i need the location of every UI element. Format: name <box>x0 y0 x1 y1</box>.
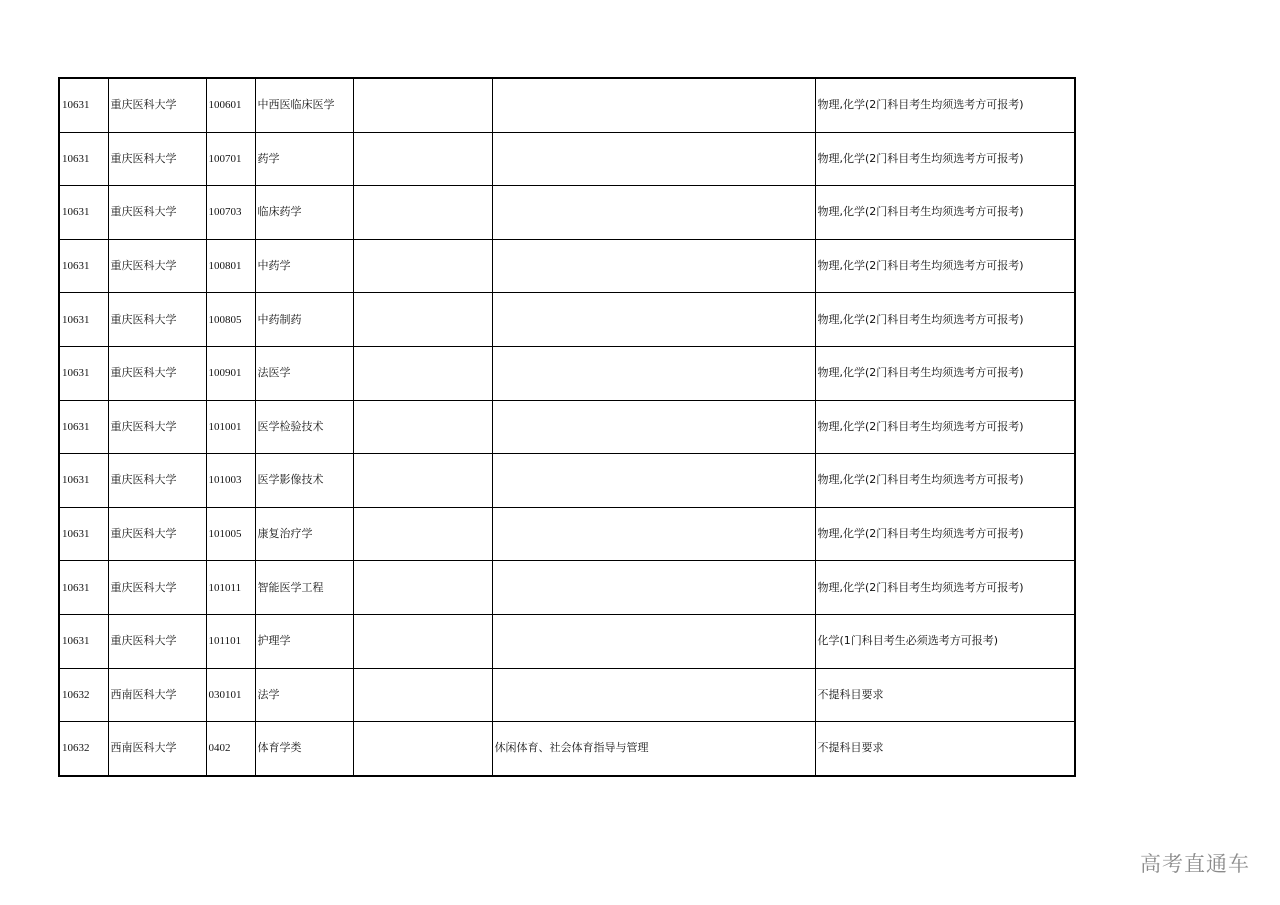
subject-requirement-cell: 不提科目要求 <box>815 722 1075 776</box>
table-row <box>59 346 1075 400</box>
blank-cell <box>353 293 492 347</box>
school-name-cell: 重庆医科大学 <box>108 561 206 615</box>
table-row <box>59 561 1075 615</box>
major-code-cell: 101101 <box>206 614 255 668</box>
major-code-cell: 100901 <box>206 346 255 400</box>
blank-cell <box>353 346 492 400</box>
school-name-cell: 重庆医科大学 <box>108 239 206 293</box>
school-name-cell: 重庆医科大学 <box>108 346 206 400</box>
school-name-cell: 重庆医科大学 <box>108 293 206 347</box>
school-code-cell: 10631 <box>59 614 108 668</box>
major-code-cell: 100801 <box>206 239 255 293</box>
blank-cell <box>353 722 492 776</box>
school-code-cell: 10631 <box>59 346 108 400</box>
direction-cell <box>492 186 815 240</box>
school-name-cell: 重庆医科大学 <box>108 400 206 454</box>
school-code-cell: 10631 <box>59 239 108 293</box>
major-name-cell: 药学 <box>255 132 353 186</box>
direction-cell <box>492 293 815 347</box>
major-name-cell: 康复治疗学 <box>255 507 353 561</box>
direction-cell <box>492 400 815 454</box>
blank-cell <box>353 614 492 668</box>
school-code-cell: 10631 <box>59 78 108 132</box>
major-code-cell: 101011 <box>206 561 255 615</box>
watermark: 高考直通车 <box>1140 852 1250 876</box>
blank-cell <box>353 132 492 186</box>
school-name-cell: 西南医科大学 <box>108 722 206 776</box>
direction-cell <box>492 132 815 186</box>
major-name-cell: 医学检验技术 <box>255 400 353 454</box>
direction-cell <box>492 614 815 668</box>
table-row <box>59 400 1075 454</box>
school-name-cell: 重庆医科大学 <box>108 507 206 561</box>
major-name-cell: 体育学类 <box>255 722 353 776</box>
school-code-cell: 10631 <box>59 454 108 508</box>
blank-cell <box>353 186 492 240</box>
table-body <box>59 78 1075 776</box>
blank-cell <box>353 561 492 615</box>
school-code-cell: 10632 <box>59 722 108 776</box>
major-name-cell: 智能医学工程 <box>255 561 353 615</box>
blank-cell <box>353 400 492 454</box>
table-row <box>59 186 1075 240</box>
school-code-cell: 10631 <box>59 507 108 561</box>
major-code-cell: 100601 <box>206 78 255 132</box>
blank-cell <box>353 507 492 561</box>
table-row <box>59 454 1075 508</box>
subject-requirement-cell: 物理,化学(2门科目考生均须选考方可报考) <box>815 400 1075 454</box>
school-code-cell: 10631 <box>59 186 108 240</box>
major-code-cell: 101003 <box>206 454 255 508</box>
major-code-cell: 101005 <box>206 507 255 561</box>
subject-requirement-cell: 物理,化学(2门科目考生均须选考方可报考) <box>815 293 1075 347</box>
table-row <box>59 614 1075 668</box>
major-name-cell: 中药学 <box>255 239 353 293</box>
subject-requirement-cell: 物理,化学(2门科目考生均须选考方可报考) <box>815 239 1075 293</box>
subject-requirement-cell: 物理,化学(2门科目考生均须选考方可报考) <box>815 561 1075 615</box>
subject-requirement-cell: 不提科目要求 <box>815 668 1075 722</box>
major-code-cell: 101001 <box>206 400 255 454</box>
school-name-cell: 重庆医科大学 <box>108 132 206 186</box>
blank-cell <box>353 239 492 293</box>
major-name-cell: 临床药学 <box>255 186 353 240</box>
table-row <box>59 293 1075 347</box>
table-row <box>59 507 1075 561</box>
table-row <box>59 239 1075 293</box>
subject-requirement-cell: 物理,化学(2门科目考生均须选考方可报考) <box>815 346 1075 400</box>
major-code-cell: 100703 <box>206 186 255 240</box>
blank-cell <box>353 668 492 722</box>
blank-cell <box>353 454 492 508</box>
direction-cell <box>492 78 815 132</box>
school-name-cell: 重庆医科大学 <box>108 78 206 132</box>
subject-requirement-cell: 物理,化学(2门科目考生均须选考方可报考) <box>815 454 1075 508</box>
subject-requirement-cell: 化学(1门科目考生必须选考方可报考) <box>815 614 1075 668</box>
major-name-cell: 护理学 <box>255 614 353 668</box>
table-row <box>59 722 1075 776</box>
major-name-cell: 中西医临床医学 <box>255 78 353 132</box>
school-code-cell: 10631 <box>59 400 108 454</box>
direction-cell <box>492 668 815 722</box>
major-name-cell: 医学影像技术 <box>255 454 353 508</box>
school-name-cell: 西南医科大学 <box>108 668 206 722</box>
major-code-cell: 030101 <box>206 668 255 722</box>
direction-cell <box>492 454 815 508</box>
major-name-cell: 法医学 <box>255 346 353 400</box>
school-name-cell: 重庆医科大学 <box>108 454 206 508</box>
direction-cell <box>492 239 815 293</box>
school-name-cell: 重庆医科大学 <box>108 186 206 240</box>
subject-requirement-cell: 物理,化学(2门科目考生均须选考方可报考) <box>815 186 1075 240</box>
school-code-cell: 10631 <box>59 293 108 347</box>
subject-requirement-cell: 物理,化学(2门科目考生均须选考方可报考) <box>815 132 1075 186</box>
major-code-cell: 0402 <box>206 722 255 776</box>
school-code-cell: 10632 <box>59 668 108 722</box>
direction-cell: 休闲体育、社会体育指导与管理 <box>492 722 815 776</box>
major-name-cell: 中药制药 <box>255 293 353 347</box>
table-row <box>59 78 1075 132</box>
subject-requirement-cell: 物理,化学(2门科目考生均须选考方可报考) <box>815 78 1075 132</box>
school-name-cell: 重庆医科大学 <box>108 614 206 668</box>
major-code-cell: 100805 <box>206 293 255 347</box>
admission-subject-table <box>58 77 1076 777</box>
blank-cell <box>353 78 492 132</box>
major-name-cell: 法学 <box>255 668 353 722</box>
table-row <box>59 132 1075 186</box>
major-code-cell: 100701 <box>206 132 255 186</box>
subject-requirement-cell: 物理,化学(2门科目考生均须选考方可报考) <box>815 507 1075 561</box>
table-row <box>59 668 1075 722</box>
direction-cell <box>492 507 815 561</box>
direction-cell <box>492 346 815 400</box>
school-code-cell: 10631 <box>59 561 108 615</box>
school-code-cell: 10631 <box>59 132 108 186</box>
direction-cell <box>492 561 815 615</box>
